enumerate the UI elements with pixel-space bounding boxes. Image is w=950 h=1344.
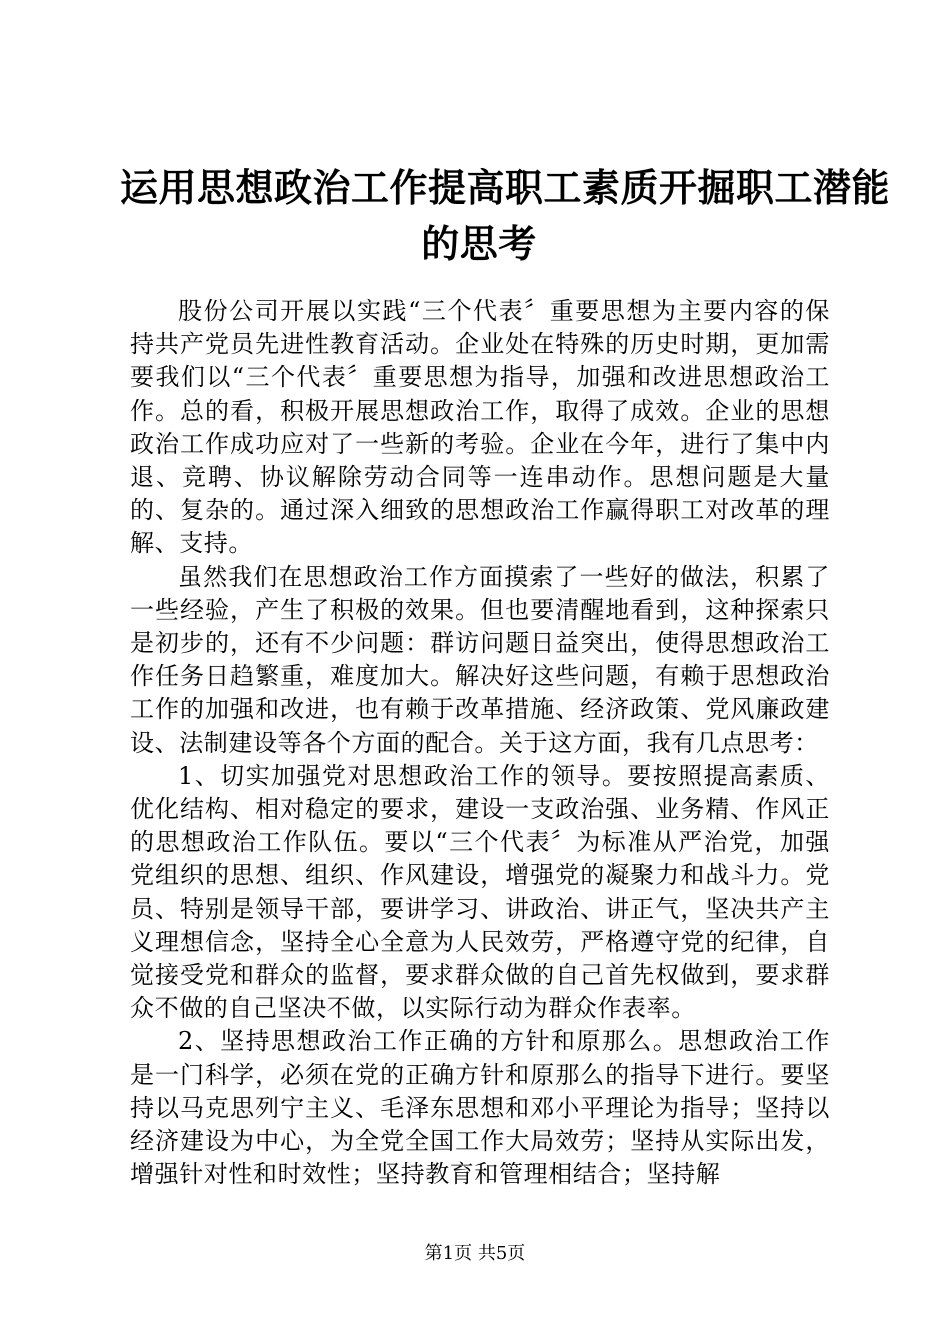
page-footer: 第1页 共5页 bbox=[424, 1243, 526, 1264]
paragraph-problems: 虽然我们在思想政治工作方面摸索了一些好的做法，积累了一些经验，产生了积极的效果。但也要清醒地看到，这种探索只是初步的，还有不少问题：群访问题日益突出，使得思想政治工作任务日趋繁重，难度加大。解决好这些问题，有赖于思想政治工作的加强和改进，也有赖于改革措施、经济政策、党风廉政建设、法制建设等各个方面的配合。关于这方面，我有几点思考： bbox=[130, 562, 830, 757]
title-line-2: 的思考 bbox=[421, 221, 537, 266]
document-title bbox=[120, 160, 891, 272]
paragraph-intro: 股份公司开展以实践“三个代表〞重要思想为主要内容的保持共产党员先进性教育活动。企业处在特殊的历史时期，更加需要我们以“三个代表〞重要思想为指导，加强和改进思想政治工作。总的看，积极开展思想政治工作，取得了成效。企业的思想政治工作成功应对了一些新的考验。企业在今年，进行了集中内退、竞聘、协议解除劳动合同等一连串动作。思想问题是大量的、复杂的。通过深入细致的思想政治工作赢得职工对改革的理解、支持。 bbox=[130, 297, 830, 558]
title-line-1: 运用思想政治工作提高职工素质开掘职工潜能 bbox=[120, 165, 891, 210]
paragraph-point-1: 1、切实加强党对思想政治工作的领导。要按照提高素质、优化结构、相对稳定的要求，建设一支政治强、业务精、作风正的思想政治工作队伍。要以“三个代表〞为标准从严治党，加强党组织的思想、组织、作风建设，增强党的凝聚力和战斗力。党员、特别是领导干部，要讲学习、讲政治、讲正气，坚决共产主义理想信念，坚持全心全意为人民效劳，严格遵守党的纪律，自觉接受党和群众的监督，要求群众做的自己首先权做到，要求群众不做的自己坚决不做，以实际行动为群众作表率。 bbox=[130, 761, 830, 1023]
document-body bbox=[130, 295, 830, 1191]
paragraph-point-2: 2、坚持思想政治工作正确的方针和原那么。思想政治工作是一门科学，必须在党的正确方针和原那么的指导下进行。要坚持以马克思列宁主义、毛泽东思想和邓小平理论为指导；坚持以经济建设为中心，为全党全国工作大局效劳；坚持从实际出发，增强针对性和时效性；坚持教育和管理相结合；坚持解 bbox=[130, 1027, 830, 1189]
